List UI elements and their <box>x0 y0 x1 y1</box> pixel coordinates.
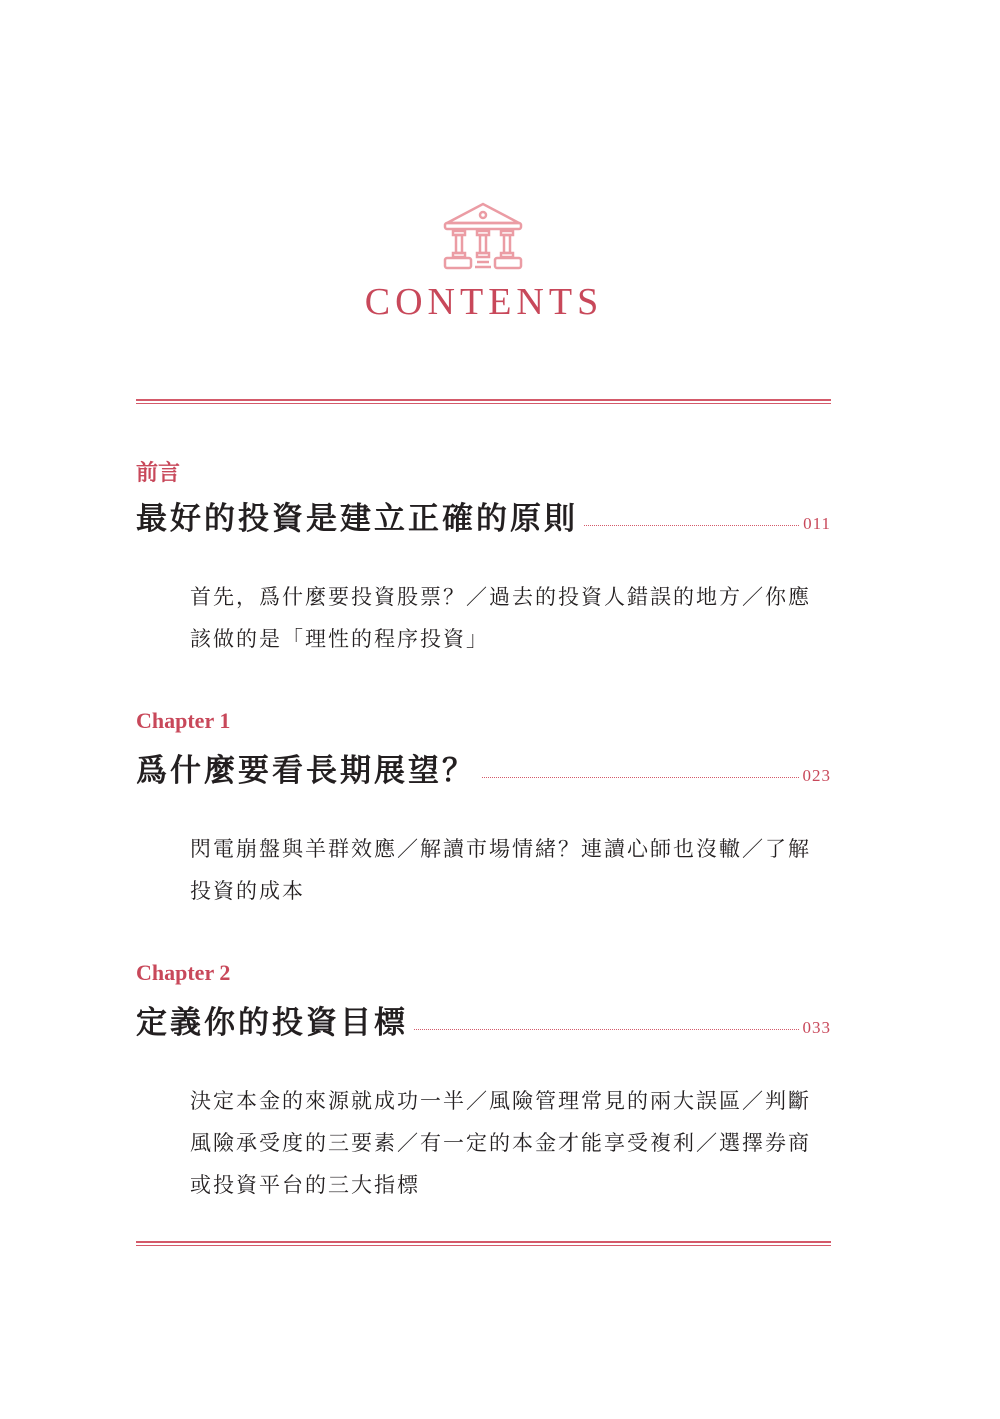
toc-entry-chapter-2[interactable] <box>136 960 831 1206</box>
bank-building-icon <box>443 201 523 271</box>
entry-title[interactable]: 最好的投資是建立正確的原則 <box>136 501 578 537</box>
divider-top <box>136 399 831 407</box>
entry-label: 前言 <box>136 460 181 485</box>
divider-bottom <box>136 1241 831 1249</box>
toc-entry-chapter-1[interactable] <box>136 708 831 912</box>
entry-label: Chapter 1 <box>136 708 231 733</box>
page-number: 033 <box>802 1018 831 1037</box>
toc-entry-preface[interactable] <box>136 456 831 660</box>
entry-title[interactable]: 定義你的投資目標 <box>136 1005 408 1041</box>
dot-leader <box>414 1029 799 1030</box>
entry-description: 閃電崩盤與羊群效應／解讀市場情緒？連讀心師也沒轍／了解投資的成本 <box>190 837 811 903</box>
contents-heading: CONTENTS <box>364 281 604 323</box>
dot-leader <box>482 777 799 778</box>
page-number: 023 <box>802 766 831 785</box>
dot-leader <box>584 525 799 526</box>
entry-description: 決定本金的來源就成功一半／風險管理常見的兩大誤區／判斷風險承受度的三要素／有一定的本金才能享受複利／選擇券商或投資平台的三大指標 <box>190 1089 811 1197</box>
entry-label: Chapter 2 <box>136 960 231 985</box>
entry-title[interactable]: 爲什麼要看長期展望？ <box>136 753 476 789</box>
page-number: 011 <box>803 514 831 533</box>
entry-description: 首先，爲什麼要投資股票？／過去的投資人錯誤的地方／你應該做的是「理性的程序投資」 <box>190 585 811 651</box>
